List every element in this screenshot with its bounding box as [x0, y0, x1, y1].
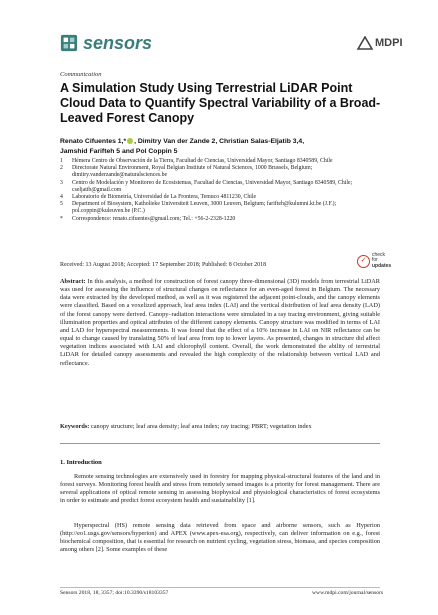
- affiliation-item: 1 Hémera Centro de Observación de la Tierra, Facultad de Ciencias, Universidad Mayor, Santiago 8340589, Chile: [60, 158, 333, 164]
- authors-second-line: Jamshid Farifteh 5 and Pol Coppin 5: [60, 148, 178, 155]
- affiliation-item: 2 Directorate Natural Environment, Royal Belgian Institute of Natural Sciences, 1000 Brussels, Belgium; dimitry.vanderzande@naturalsciences.be: [60, 165, 313, 179]
- publisher-logo: [357, 36, 403, 50]
- publisher-name: MDPI: [375, 37, 403, 49]
- sensors-logo-icon: [60, 34, 78, 52]
- affiliation-item: 3 Centro de Modelación y Monitoreo de Ecosistemas, Facultad de Ciencias, Universidad Mayor, Santiago 8340589, Chile; cseljatib@gmail.com: [60, 179, 353, 193]
- keywords: [60, 423, 380, 431]
- orcid-icon[interactable]: [127, 138, 133, 144]
- abstract-label: Abstract:: [60, 278, 86, 285]
- affiliation-item: 5 Department of Biosystem, Katholieke Universiteit Leuven, 3000 Leuven, Belgium; farifteh@kulumni.kt.be (J.F.); pol.coppin@kuleuven.be (P.C.): [60, 201, 337, 215]
- abstract: [60, 278, 380, 368]
- check-for-updates-badge[interactable]: [357, 251, 392, 269]
- authors-first: Renato Cifuentes 1,*: [60, 138, 127, 145]
- affiliation-item: 4 Laboratorio de Biometría, Universidad de La Frontera, Temuco 4811230, Chile: [60, 194, 257, 201]
- keywords-text: canopy structure; leaf area density; leaf area index; ray tracing; PBRT; vegetation index: [90, 423, 312, 430]
- footer-divider: [60, 587, 380, 588]
- keywords-label: Keywords:: [60, 423, 90, 430]
- divider: [60, 443, 380, 444]
- paragraph-text: Remote sensing technologies are extensively used in forestry for mapping physical-structural features of the land and in forest surveys. Monitoring forest health and stress from remotely sensed images is a priority for forest management. There are several applications of optical remote sensing in assessing biophysical and physiological characteristics of forest ecosystems in order to estimate and predict forest ecosystem health and sustainability [1].: [60, 473, 380, 505]
- journal-logo: [60, 32, 152, 54]
- journal-url[interactable]: www.mdpi.com/journal/sensors: [312, 590, 384, 596]
- check-updates-line1: check for: [372, 251, 386, 264]
- authors-rest: , Dimitry Van der Zande 2, Christian Salas-Eljatib 3,4,: [134, 138, 305, 145]
- paragraph: [60, 522, 380, 555]
- abstract-text: In this analysis, a method for construction of forest canopy three-dimensional (3D) models from terrestrial LiDAR was used for assessing the influence of structural changes on reflectance for an even-aged forest in Belgium. The necessary data were extracted by the developed method, as well as it was registered the adjacent point-clouds, and the canopy elements were classified. Based on a voxelized approach, leaf area index (LAI) and the vertical distribution of leaf area density (LAD) of the forest canopy were derived. Canopy–radiation interactions were simulated in a ray tracing environment, giving suitable illumination properties and optical attributes of the different canopy elements. Canopy structure was modified in terms of LAI and LAD for hyperspectral measurements. It was found that the effect of a 10% increase in LAI on NIR reflectance can be equal to change caused by translating 50% of leaf area from top to lower layers. As presented, changes in structure did affect vegetation indices associated with LAI and chlorophyll content. Overall, the work demonstrated the ability of terrestrial LiDAR for detailed canopy assessments and revealed the high complexity of the relationship between vertical LAD and reflectance.: [60, 278, 380, 367]
- section-heading: 1. Introduction: [60, 459, 102, 466]
- check-updates-icon: ✓: [357, 255, 370, 268]
- check-updates-line2: updates: [372, 262, 392, 269]
- author-list: [60, 137, 390, 157]
- paragraph: [60, 473, 380, 506]
- publication-dates: Received: 13 August 2018; Accepted: 17 September 2018; Published: 8 October 2018: [60, 262, 267, 268]
- correspondence: * Correspondence: renato.cifuentes@gmail.com; Tel.: +56-2-2328-1220: [60, 215, 236, 222]
- article-type: Communication: [60, 71, 102, 78]
- article-title: A Simulation Study Using Terrestrial LiDAR Point Cloud Data to Quantify Spectral Variability of a Broad-Leaved Forest Canopy: [60, 81, 381, 125]
- paragraph-text: Hyperspectral (HS) remote sensing data retrieved from space and airborne sensors, such as Hyperion (http://eo1.usgs.gov/sensors/hyperion) and APEX (www.apex-esa.org), respectively, can deliver information on e.g., forest biochemical composition, that is essential for research on nutrient cycling, vegetation stress, biomass, and species composition among others [2]. Some examples of these: [60, 522, 380, 554]
- citation-footer: Sensors 2018, 18, 3357; doi:10.3390/s18103357: [60, 590, 169, 596]
- journal-name: sensors: [83, 32, 153, 53]
- mdpi-logo-icon: [357, 36, 373, 50]
- affiliations: [60, 158, 380, 223]
